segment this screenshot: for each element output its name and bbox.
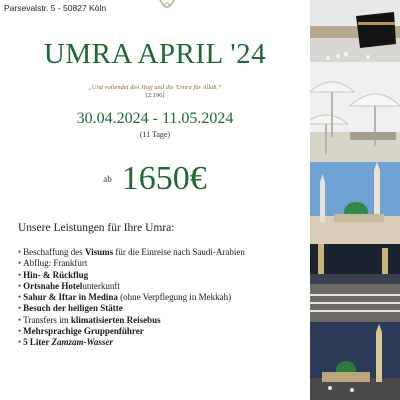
quote-reference: [2:196]: [145, 92, 165, 99]
service-item: [18, 303, 313, 314]
service-text: unterkunft: [82, 280, 120, 291]
page-title: UMRA APRIL '24: [43, 38, 267, 70]
address-line: Parsevalstr. 5 - 50827 Köln: [4, 3, 107, 13]
service-text: (ohne Verpflegung in Mekkah): [117, 292, 232, 303]
service-text: Transfers im: [23, 314, 71, 325]
service-text: Beschaffung des: [23, 247, 85, 257]
service-item: [18, 337, 313, 348]
bullet-icon: •: [18, 337, 22, 348]
bullet-icon: •: [18, 247, 22, 257]
service-text: Zamzam-Wasser: [51, 337, 113, 348]
service-text: Visums: [84, 247, 114, 257]
service-text: Ortsnahe Hotel: [23, 280, 83, 291]
service-text: klimatisierten Reisebus: [70, 314, 161, 325]
service-text: Besuch der heiligen Stätte: [23, 303, 123, 314]
quote-text: „Und vollendet den Hajj und die 'Umra für Allah.“: [88, 84, 222, 91]
price-block: [0, 160, 310, 198]
travel-dates: 30.04.2024 - 11.05.2024: [76, 110, 234, 127]
service-item: [18, 270, 313, 281]
price-amount: 1650€: [121, 160, 207, 197]
services-list: [18, 247, 313, 349]
price-prefix: ab: [103, 174, 112, 184]
mosque-photo: [310, 162, 400, 244]
service-item: [18, 326, 313, 337]
service-text: Abflug: Frankfurt: [23, 258, 88, 269]
service-item: [18, 292, 313, 303]
service-item: [18, 247, 313, 258]
bullet-icon: •: [18, 292, 22, 303]
bullet-icon: •: [18, 314, 22, 325]
service-item: [18, 281, 313, 292]
mosque-night-photo: [310, 322, 400, 400]
service-text: 5 Liter: [23, 337, 52, 348]
bullet-icon: •: [18, 269, 22, 280]
logo-icon: [158, 0, 176, 14]
service-text: Mehrsprachige Gruppenführer: [23, 326, 144, 337]
bullet-icon: •: [18, 303, 22, 314]
night-crowd-photo: [310, 244, 400, 322]
service-text: Hin- & Rückflug: [23, 269, 89, 280]
kaaba-photo: [310, 0, 400, 62]
service-item: [18, 315, 313, 326]
services-heading: Unsere Leistungen für Ihre Umra:: [18, 222, 175, 234]
umbrellas-photo: [310, 62, 400, 162]
service-text: für die Einreise nach Saudi-Arabien: [113, 247, 245, 257]
quote-block: [0, 84, 310, 100]
bullet-icon: •: [18, 280, 22, 291]
service-text: Sahur & Iftar in Medina: [23, 292, 118, 303]
trip-duration: (11 Tage): [139, 130, 171, 139]
bullet-icon: •: [18, 326, 22, 337]
bullet-icon: •: [18, 258, 22, 269]
photo-column: [310, 0, 400, 400]
service-item: [18, 258, 313, 269]
